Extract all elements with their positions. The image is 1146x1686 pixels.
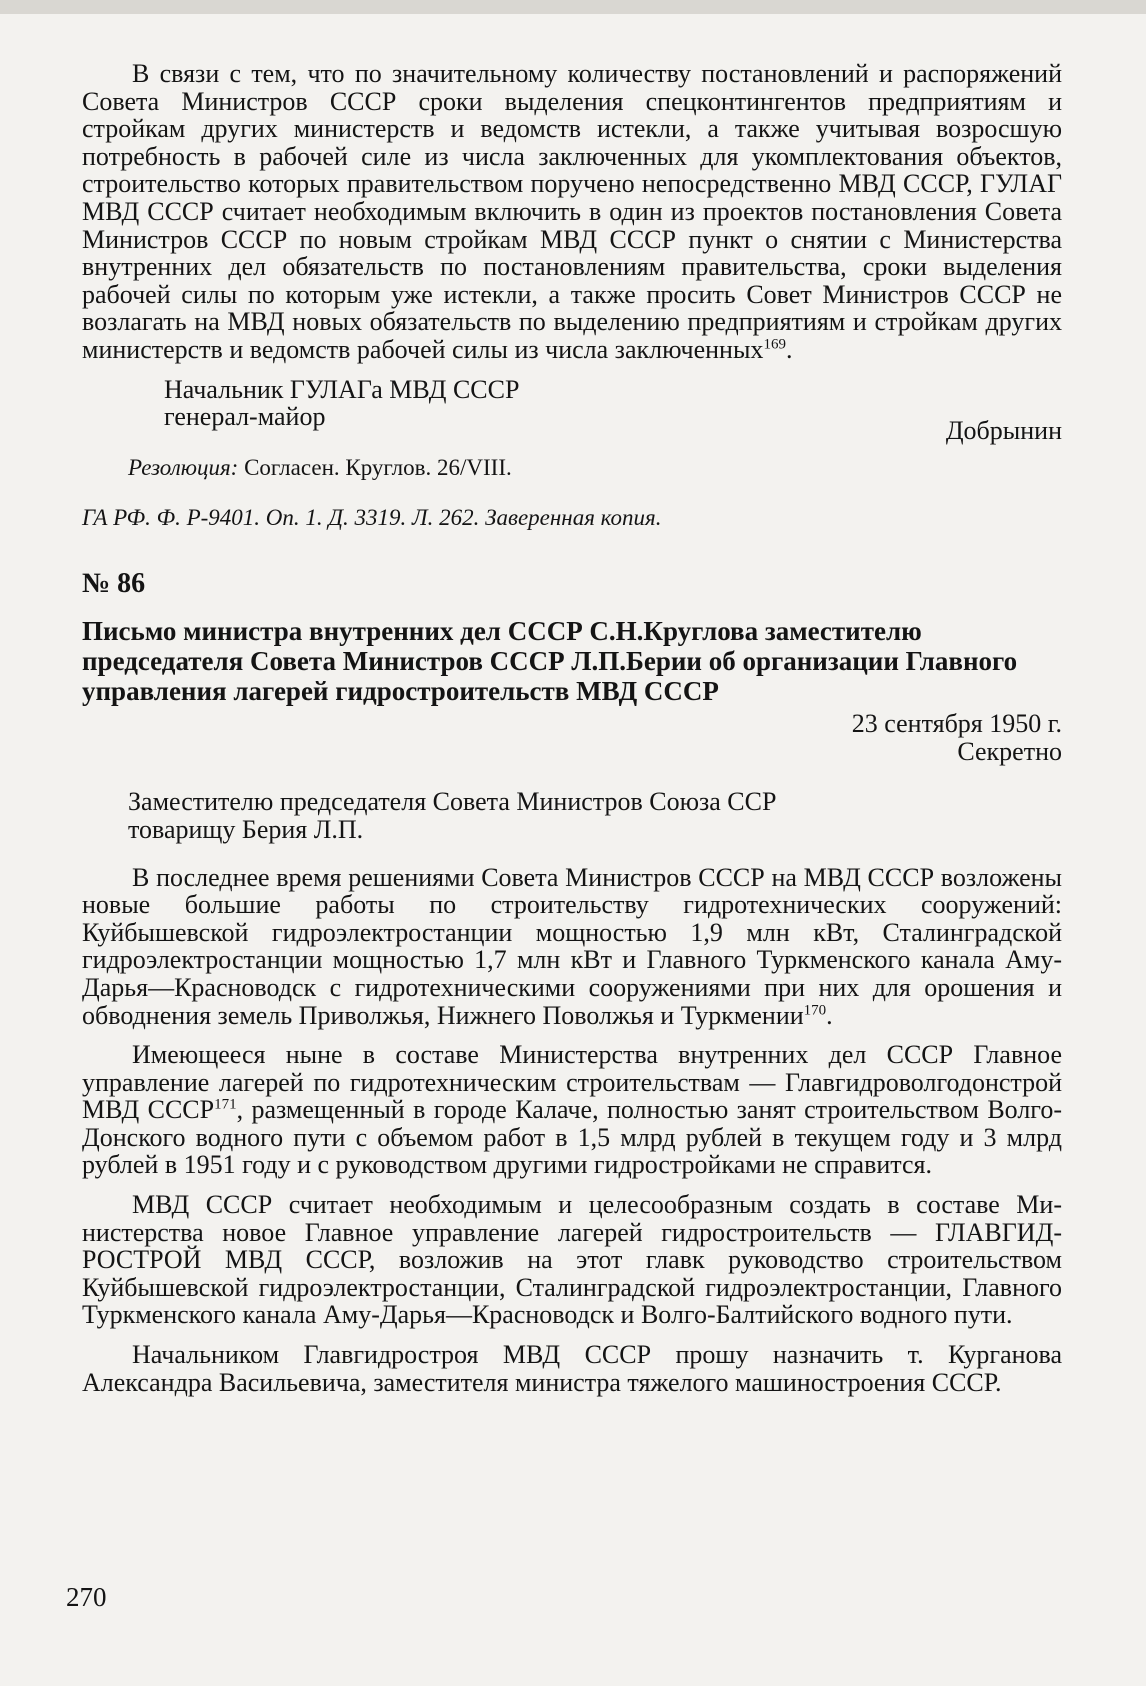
footnote-171: 171 (214, 1096, 237, 1113)
resolution-label: Резолюция: (128, 454, 239, 480)
paragraph-3: МВД СССР считает необходимым и целесообразным создать в составе Министерства новое Главное управление лагерей гидростроительств — ГЛАВГИДРОСТРОЙ МВД СССР, возложив на этот главк руководство строительством Куйбышевской гидроэлектростанции, Сталинградской гидроэлектростанции, Главного Туркменского канала Аму-Дарья—Красноводск и Волго-Балтийского водного пути. (82, 1190, 1062, 1330)
secrecy-mark: Секретно (957, 736, 1062, 766)
signature-title: Начальник ГУЛАГа МВД СССР (164, 374, 520, 404)
page-number: 270 (66, 1582, 107, 1612)
document-number: № 86 (82, 567, 146, 599)
paragraph-1: В последнее время решениями Совета Министров СССР на МВД СССР возложены новые большие работы по строительству гидротехнических сооружений: Куйбышевской гидроэлектростанции мощностью 1,9 млн кВт, Сталинградской гидроэлектростанции мощностью 1,7 млн кВт и Главного Туркменского канала Аму-Дарья—Красноводск с гидротехническими сооружениями при них для орошения и обводнения земель Приволжья, Нижнего Поволжья и Туркмении$^{170}$. (82, 862, 1062, 1030)
document-date: 23 сентября 1950 г. (851, 708, 1062, 738)
addressee-line-1: Заместителю председателя Совета Министров Союза ССР (128, 786, 777, 816)
paragraph-2: Имеющееся ныне в составе Министерства внутренних дел СССР Главное управление лагерей по гидротехническим строительствам — Главгидроволгодонстрой МВД СССР$^{171}$, размещенный в городе Калаче, полностью занят строительством Волго-Донского водного пути с объемом работ в 1,5 млрд рублей в текущем году и 3 млрд рублей в 1951 году и с руководством другими гидростройками не справится. (82, 1040, 1062, 1180)
paragraph-4: Начальником Главгидростроя МВД СССР прошу назначить т. Курганова Александра Васильевича, заместителя министра тяжелого машиностроения СССР. (82, 1340, 1062, 1397)
top-scan-edge (0, 0, 1146, 14)
date-block (82, 710, 1062, 766)
document-page (82, 60, 1062, 1396)
footnote-169: 169 (763, 336, 786, 353)
resolution (82, 454, 1062, 482)
addressee-line-2: товарищу Берия Л.П. (128, 814, 364, 844)
resolution-text: Согласен. Круглов. 26/VIII. (244, 454, 512, 480)
addressee (82, 788, 1062, 844)
document-title: Письмо министра внутренних дел СССР С.Н.Круглова заместителю председателя Совета Министров СССР Л.П.Берии об организации Главного управления лагерей гидростроительств МВД СССР (82, 615, 1018, 706)
signature-block (82, 374, 1062, 445)
doc85-paragraph: В связи с тем, что по значительному количеству постановлений и распоряжений Совета Министров СССР сроки выделения спецконтингентов предприятиям и стройкам других министерств и ведомств истекли, а также учитывая возросшую потребность в рабочей силе из числа заключенных для укомплектования объектов, строительство которых правительством поручено непосредственно МВД СССР, ГУЛАГ МВД СССР считает необходимым включить в один из проектов постановления Совета Министров СССР по новым стройкам МВД СССР пункт о снятии с Министерства внутренних дел обязательств по постановлениям правительства, сроки выделения рабочей силы по которым уже истекли, а также просить Совет Министров СССР не возлагать на МВД новых обязательств по выделению предприятиям и стройкам других министерств и ведомств рабочей силы из числа заключенных$^{169}$. (82, 59, 1062, 364)
signature-rank: генерал-майор (164, 401, 326, 431)
archive-reference: ГА РФ. Ф. Р-9401. Оп. 1. Д. 3319. Л. 262. Заверенная копия. (82, 504, 662, 530)
footnote-170: 170 (803, 1001, 827, 1018)
signature-name: Добрынин (945, 415, 1062, 445)
